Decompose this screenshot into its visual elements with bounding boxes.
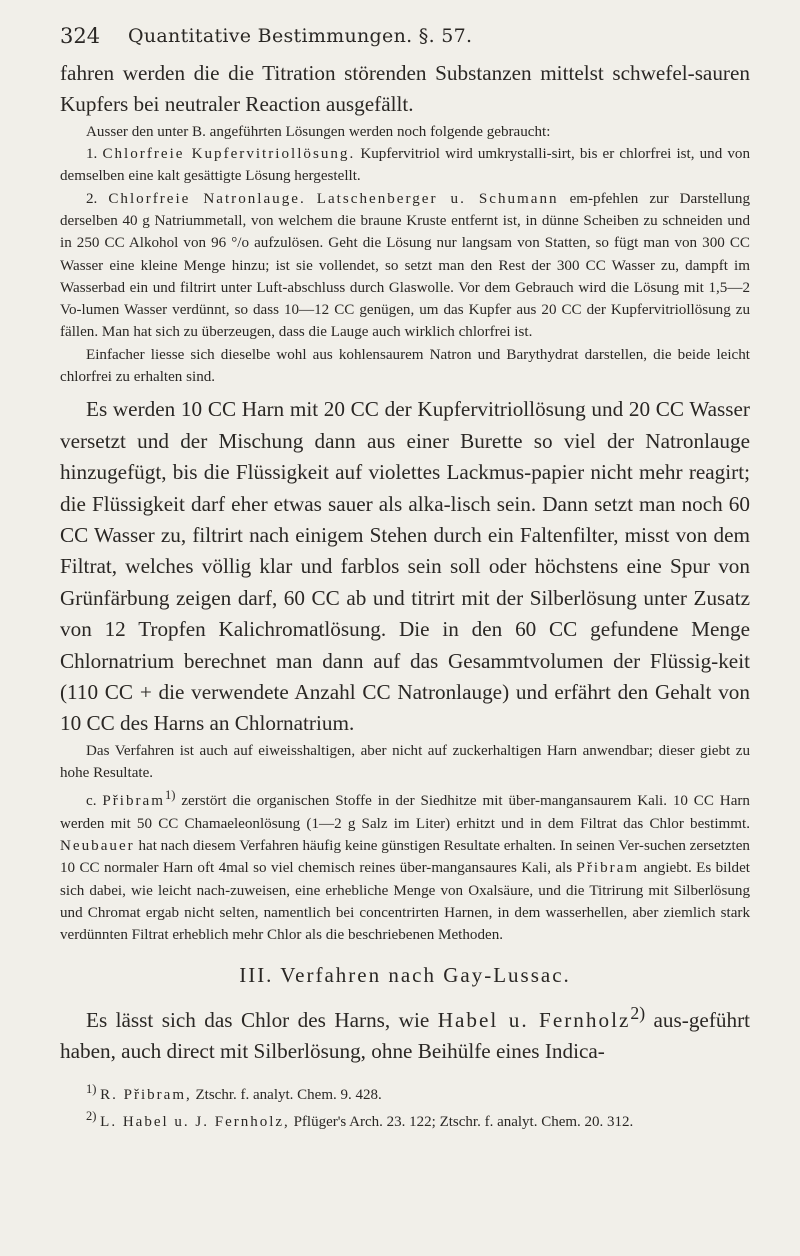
author-name: Přibram xyxy=(576,860,640,877)
paragraph-applicability: Das Verfahren ist auch auf eiweisshaltigen, aber nicht auf zuckerhaltigen Harn anwendbar; dieser giebt zu hohe Resultate. xyxy=(60,742,750,782)
paragraph-gay-lussac xyxy=(60,998,750,1068)
text-run: hat nach diesem Verfahren häufig keine günstigen Resultate erhalten. In seinen Ver-suchen zersetzten 10 CC normaler Harn oft 4mal so viel chemisch reines über-mangansaures Kali, als xyxy=(60,838,750,877)
text-run: angiebt. Es bildet sich dabei, wie leicht nach-zuweisen, eine erhebliche Menge von Oxalsäure, und die Titrirung mit Silberlösung und Chromat ergab nicht selten, namentlich bei concentrirten Harnen, in dem wasserhellen, aber ziemlich stark verdünnten Filtrat erheblich mehr Chlor als die beschriebenen Methoden. xyxy=(60,860,750,944)
footnote-1 xyxy=(60,1079,750,1106)
author-name: Přibram xyxy=(102,793,165,810)
text-run: zerstört die organischen Stoffe in der Siedhitze mit über-mangansaurem Kali. 10 CC Harn werden mit 50 CC Chamaeleonlösung (1—2 g Salz im Liter) erhitzt und in dem Filtrat das Chlor bestimmt. xyxy=(60,793,750,832)
paragraph-sodium-lye xyxy=(60,188,750,344)
author-name: Latschenberger u. Schumann xyxy=(316,190,559,207)
item-number: 2. xyxy=(86,190,98,207)
section-heading: III. Verfahren nach Gay-Lussac. xyxy=(239,962,571,987)
paragraph-solutions-intro: Ausser den unter B. angeführten Lösungen werden noch folgende gebraucht: xyxy=(86,123,551,140)
author-name: Habel u. Fernholz xyxy=(437,1007,631,1032)
running-header xyxy=(60,18,750,58)
item-title: Chlorfreie Natronlauge. xyxy=(108,190,306,207)
author-name: R. Přibram, xyxy=(100,1087,192,1104)
footnote-mark: 1) xyxy=(86,1082,97,1097)
footnote-ref: 2) xyxy=(630,1002,646,1023)
paragraph-simpler-method: Einfacher liesse sich dieselbe wohl aus kohlensaurem Natron und Barythydrat darstellen, die beide leicht chlorfrei zu erhalten sind. xyxy=(60,346,750,386)
text-run: aus-geführt haben, auch direct mit Silberlösung, ohne Beihülfe eines Indica- xyxy=(60,1007,751,1064)
running-title: Quantitative Bestimmungen. §. 57. xyxy=(128,25,473,47)
paragraph-copper-solution xyxy=(60,143,750,188)
author-name: L. Habel u. J. Fernholz, xyxy=(100,1114,290,1131)
paragraph-pribram xyxy=(60,784,750,946)
text-run: Es lässt sich das Chlor des Harns, wie xyxy=(86,1007,430,1032)
item-title: Chlorfreie Kupfervitriollösung. xyxy=(102,146,356,163)
page-number: 324 xyxy=(60,24,101,48)
footnote-mark: 2) xyxy=(86,1109,97,1124)
author-name: Neubauer xyxy=(60,838,135,855)
item-number: 1. xyxy=(86,146,98,163)
footnote-2 xyxy=(60,1106,750,1133)
item-text: em-pfehlen zur Darstellung derselben 40 g Natriummetall, von welchem die braune Kruste entfernt ist, in dünne Scheiben zu schneiden und in 250 CC Alkohol von 96 °/o aufzulösen. Geht die Lösung nur langsam von Statten, so fügt man von 300 CC Wasser eine kleine Menge hinzu; ist sie vollendet, so setzt man den Rest der 300 CC Wasser zu, dampft im Wasserbad ein und filtrirt unter Luft-abschluss durch Glaswolle. Vor dem Gebrauch wird die Lösung mit 1,5—2 Vo-lumen Wasser verdünnt, so dass 10—12 CC genügen, um das Kupfer aus 20 CC der Kupfervitriollösung zu fällen. Man hat sich zu überzeugen, dass die Lauge auch wirklich chlorfrei ist. xyxy=(60,190,751,341)
footnote-text: Pflüger's Arch. 23. 122; Ztschr. f. analyt. Chem. 20. 312. xyxy=(293,1114,634,1131)
paragraph-intro: fahren werden die die Titration störenden Substanzen mittelst schwefel-sauren Kupfers bei neutraler Reaction ausgefällt. xyxy=(60,61,750,117)
item-text: Kupfervitriol wird umkrystalli-sirt, bis er chlorfrei ist, und von demselben eine kalt gesättigte Lösung hergestellt. xyxy=(60,146,750,185)
item-number: c. xyxy=(86,793,97,810)
footnote-text: Ztschr. f. analyt. Chem. 9. 428. xyxy=(195,1087,382,1104)
page xyxy=(60,18,750,1133)
paragraph-procedure: Es werden 10 CC Harn mit 20 CC der Kupfervitriollösung und 20 CC Wasser versetzt und der Mischung dann aus einer Burette so viel der Natronlauge hinzugefügt, bis die Flüssigkeit auf violettes Lackmus-papier nicht mehr reagirt; die Flüssigkeit darf eher etwas sauer als alka-lisch sein. Dann setzt man noch 60 CC Wasser zu, filtrirt nach einigem Stehen durch ein Faltenfilter, misst von dem Filtrat, welches völlig klar und farblos sein soll oder höchstens eine Spur von Grünfärbung zeigen darf, 60 CC ab und titrirt mit der Silberlösung unter Zusatz von 12 Tropfen Kalichromatlösung. Die in den 60 CC gefundene Menge Chlornatrium berechnet man dann auf das Gesammtvolumen der Flüssig-keit (110 CC + die verwendete Anzahl CC Natronlauge) und erfährt den Gehalt von 10 CC des Harns an Chlornatrium. xyxy=(60,397,750,736)
footnote-ref: 1) xyxy=(164,788,176,803)
